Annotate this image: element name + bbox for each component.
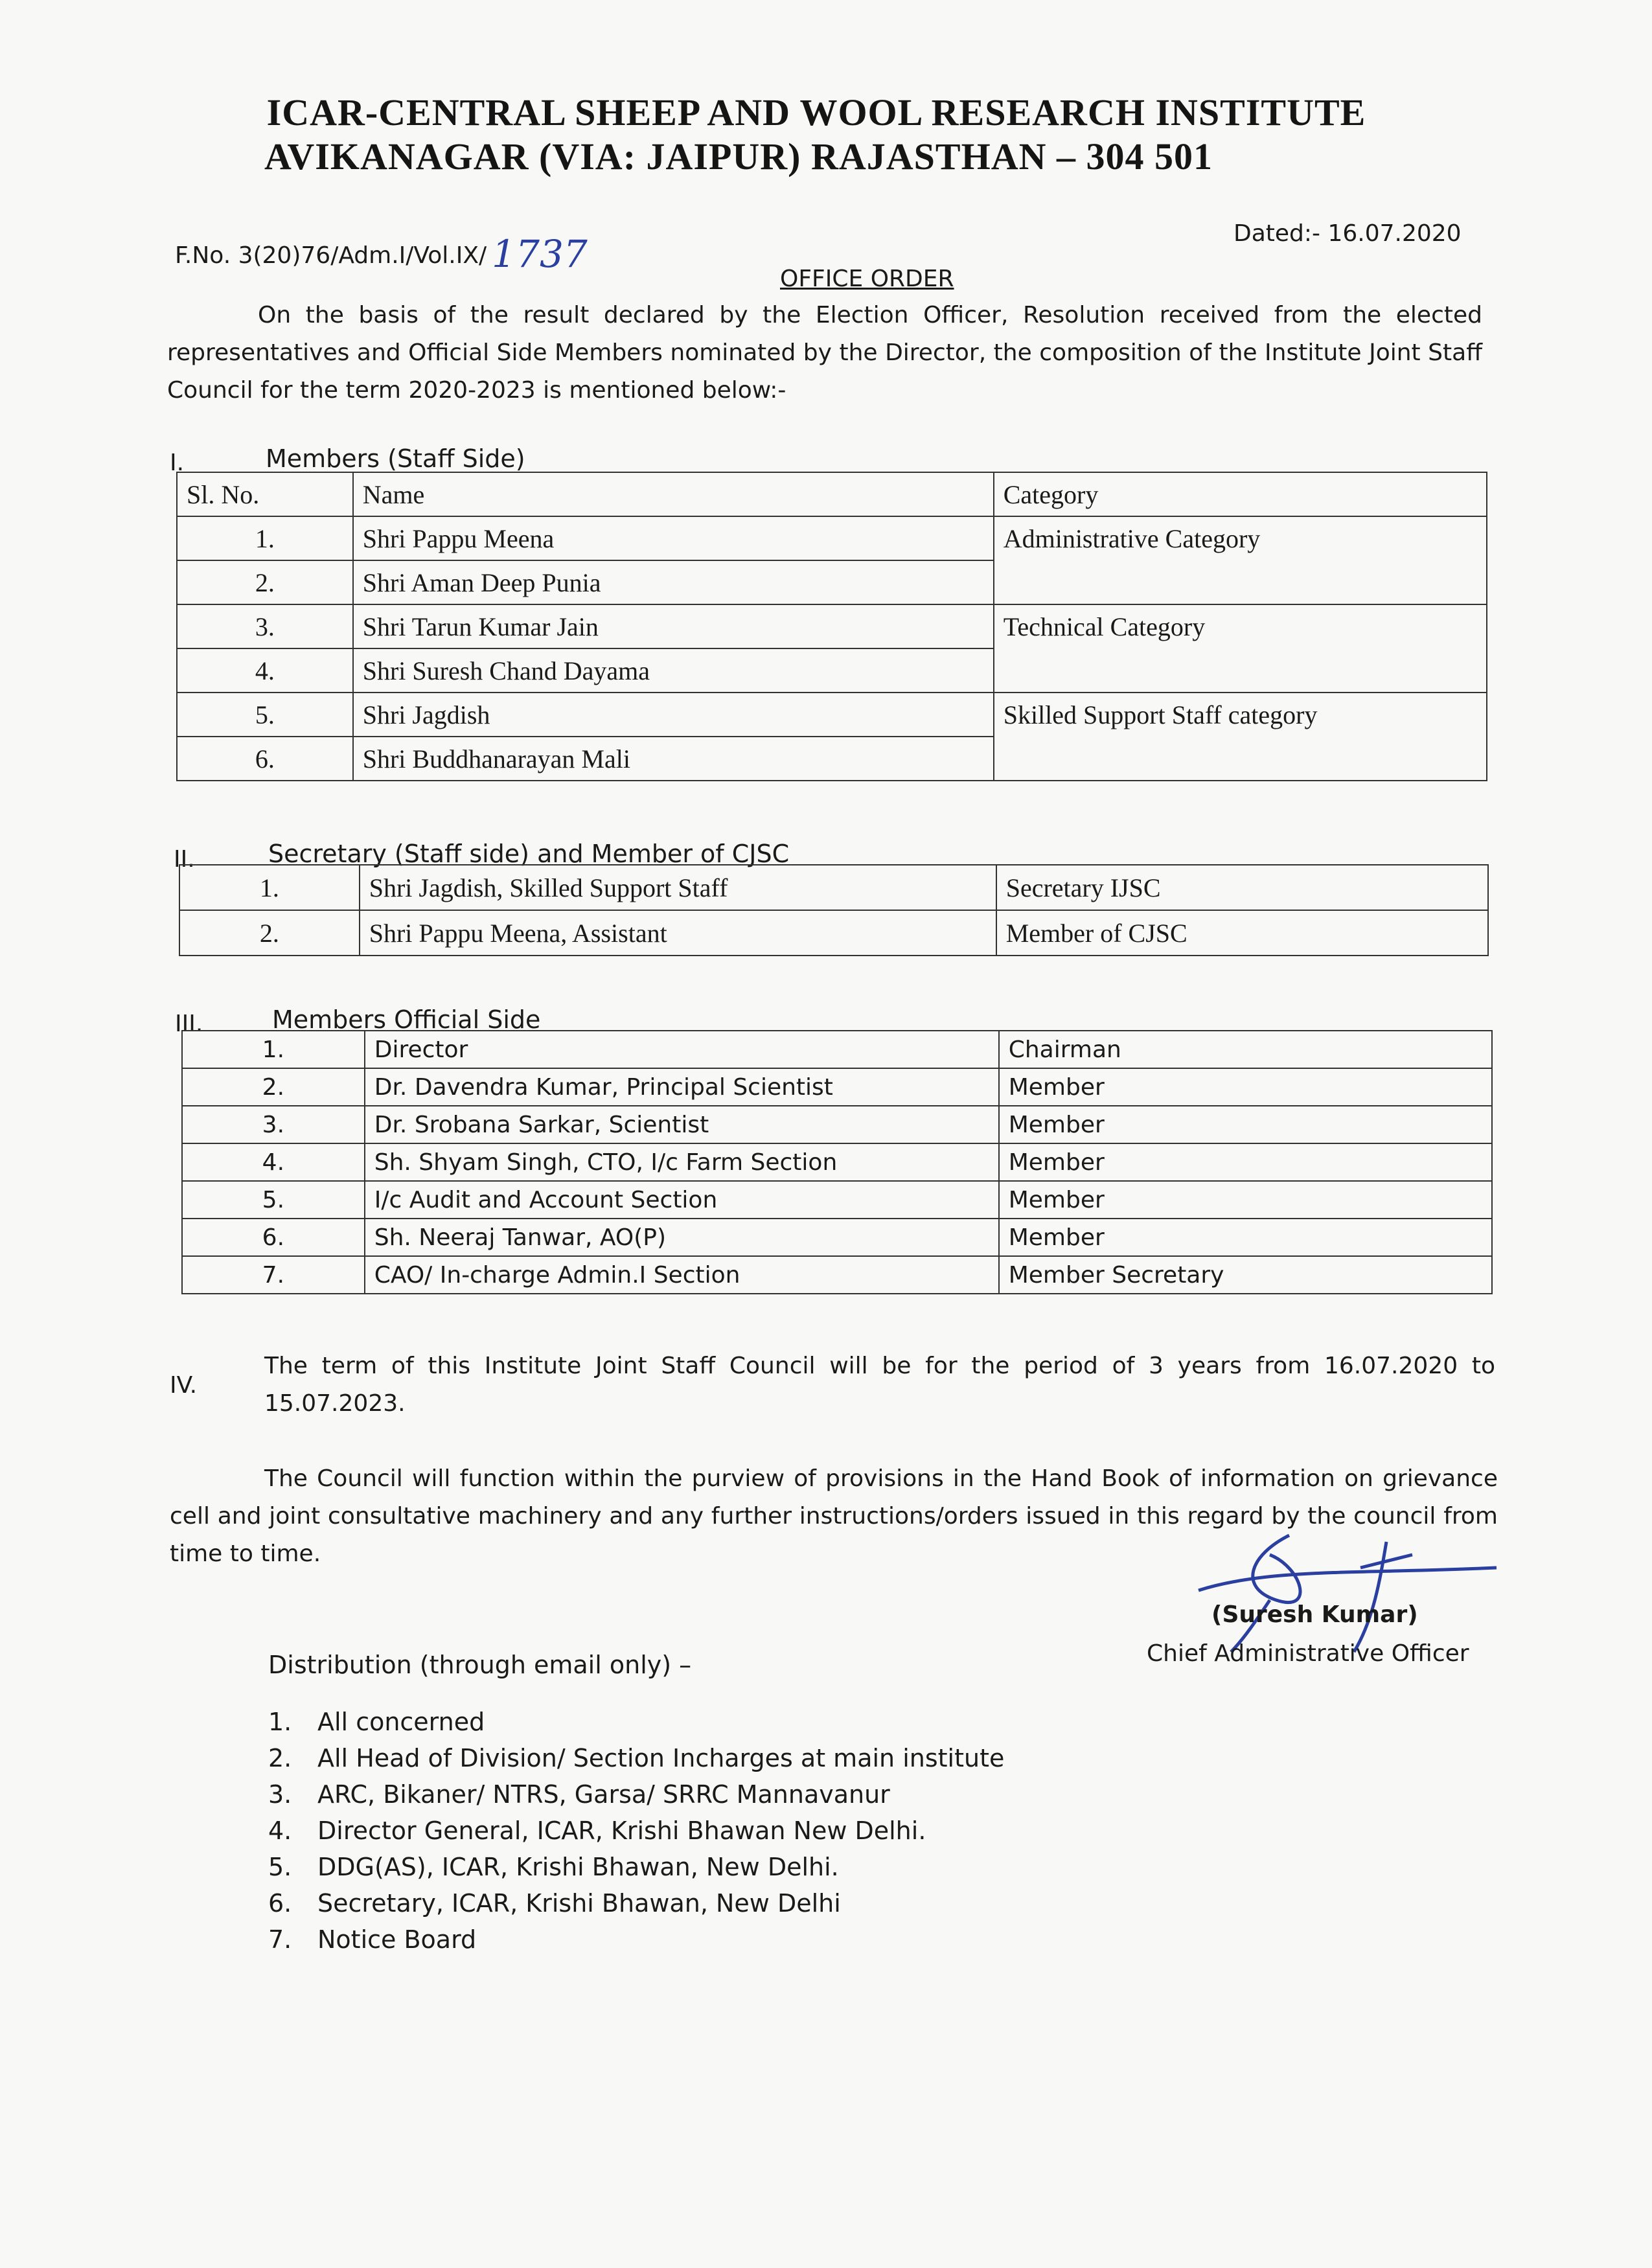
row-name: Shri Aman Deep Punia — [353, 560, 994, 604]
table-row — [182, 1256, 1492, 1294]
category-cell: Skilled Support Staff category — [994, 693, 1487, 781]
row-name: CAO/ In-charge Admin.I Section — [365, 1256, 999, 1294]
table-row — [182, 1068, 1492, 1106]
row-number: 4. — [182, 1143, 365, 1181]
row-number: 5. — [177, 693, 353, 737]
row-role: Secretary IJSC — [996, 865, 1488, 910]
order-title: OFFICE ORDER — [780, 266, 954, 292]
row-name: Dr. Srobana Sarkar, Scientist — [365, 1106, 999, 1143]
secretary-table — [179, 864, 1489, 956]
term-paragraph: The term of this Institute Joint Staff Council will be for the period of 3 years from 16.07.2020 to 15.07.2023. — [264, 1353, 1495, 1417]
staff-side-table — [176, 472, 1487, 781]
section1-title: Members (Staff Side) — [266, 444, 525, 473]
signature-scribble — [1192, 1529, 1503, 1658]
table-row — [182, 1031, 1492, 1068]
row-number: 2. — [177, 560, 353, 604]
table-row — [177, 693, 1487, 737]
row-role: Member of CJSC — [996, 910, 1488, 956]
section1-number: I. — [170, 450, 185, 476]
row-number: 1. — [177, 516, 353, 560]
order-date: Dated:- 16.07.2020 — [1233, 220, 1462, 247]
table-row — [177, 516, 1487, 560]
institute-name: ICAR-CENTRAL SHEEP AND WOOL RESEARCH INSTITUTE — [266, 91, 1366, 133]
header-category: Category — [994, 472, 1487, 516]
section3-number: III. — [175, 1011, 203, 1037]
row-number: 3. — [182, 1106, 365, 1143]
section2-title: Secretary (Staff side) and Member of CJSC — [268, 840, 790, 868]
row-role: Member — [999, 1181, 1492, 1219]
institute-address: AVIKANAGAR (VIA: JAIPUR) RAJASTHAN – 304 501 — [264, 135, 1213, 178]
row-name: Shri Pappu Meena, Assistant — [360, 910, 996, 956]
signatory-designation: Chief Administrative Officer — [1147, 1640, 1469, 1667]
row-name: Shri Pappu Meena — [353, 516, 994, 560]
row-name: Sh. Neeraj Tanwar, AO(P) — [365, 1219, 999, 1256]
section2-number: II. — [174, 846, 195, 873]
table-header-row — [177, 472, 1487, 516]
header-name: Name — [353, 472, 994, 516]
row-role: Member Secretary — [999, 1256, 1492, 1294]
list-item: 4. Director General, ICAR, Krishi Bhawan New Delhi. — [268, 1816, 926, 1845]
row-role: Chairman — [999, 1031, 1492, 1068]
category-cell: Administrative Category — [994, 516, 1487, 604]
row-number: 6. — [177, 737, 353, 781]
intro-paragraph: On the basis of the result declared by the Election Officer, Resolution received from the elected representatives and Official Side Members nominated by the Director, the composition of the Institute Joint Staff Council for the term 2020-2023 is mentioned below:- — [167, 302, 1482, 404]
row-number: 3. — [177, 604, 353, 648]
official-side-table — [181, 1030, 1493, 1294]
row-number: 1. — [179, 865, 360, 910]
list-item: 2. All Head of Division/ Section Incharges at main institute — [268, 1744, 1005, 1772]
list-item: 5. DDG(AS), ICAR, Krishi Bhawan, New Delhi. — [268, 1853, 839, 1881]
row-role: Member — [999, 1143, 1492, 1181]
row-name: Shri Suresh Chand Dayama — [353, 648, 994, 693]
row-number: 1. — [182, 1031, 365, 1068]
table-row — [182, 1181, 1492, 1219]
row-name: Director — [365, 1031, 999, 1068]
row-name: Sh. Shyam Singh, CTO, I/c Farm Section — [365, 1143, 999, 1181]
table-row — [179, 865, 1488, 910]
file-number-handwritten: 1737 — [492, 232, 588, 276]
row-role: Member — [999, 1068, 1492, 1106]
row-name: Shri Jagdish — [353, 693, 994, 737]
row-name: I/c Audit and Account Section — [365, 1181, 999, 1219]
row-role: Member — [999, 1106, 1492, 1143]
section3-title: Members Official Side — [272, 1005, 541, 1034]
file-number — [175, 232, 588, 276]
row-number: 2. — [179, 910, 360, 956]
row-number: 4. — [177, 648, 353, 693]
table-row — [182, 1143, 1492, 1181]
list-item: 7. Notice Board — [268, 1925, 477, 1954]
header-sl-no: Sl. No. — [177, 472, 353, 516]
signatory-name: (Suresh Kumar) — [1211, 1601, 1418, 1628]
section4-number: IV. — [170, 1372, 198, 1399]
table-row — [182, 1106, 1492, 1143]
row-role: Member — [999, 1219, 1492, 1256]
distribution-list — [268, 1704, 1004, 1958]
row-number: 2. — [182, 1068, 365, 1106]
list-item: 1. All concerned — [268, 1708, 485, 1736]
table-row — [179, 910, 1488, 956]
row-name: Dr. Davendra Kumar, Principal Scientist — [365, 1068, 999, 1106]
row-name: Shri Buddhanarayan Mali — [353, 737, 994, 781]
category-cell: Technical Category — [994, 604, 1487, 693]
row-name: Shri Jagdish, Skilled Support Staff — [360, 865, 996, 910]
table-row — [177, 604, 1487, 648]
row-number: 6. — [182, 1219, 365, 1256]
list-item: 6. Secretary, ICAR, Krishi Bhawan, New Delhi — [268, 1889, 841, 1918]
file-number-text: F.No. 3(20)76/Adm.I/Vol.IX/ — [175, 242, 487, 269]
distribution-title: Distribution (through email only) – — [268, 1651, 692, 1679]
table-row — [182, 1219, 1492, 1256]
list-item: 3. ARC, Bikaner/ NTRS, Garsa/ SRRC Mannavanur — [268, 1780, 890, 1809]
row-number: 5. — [182, 1181, 365, 1219]
council-paragraph: The Council will function within the purview of provisions in the Hand Book of information on grievance cell and joint consultative machinery and any further instructions/orders issued in this regard by the council from time to time. — [170, 1465, 1498, 1567]
row-name: Shri Tarun Kumar Jain — [353, 604, 994, 648]
row-number: 7. — [182, 1256, 365, 1294]
